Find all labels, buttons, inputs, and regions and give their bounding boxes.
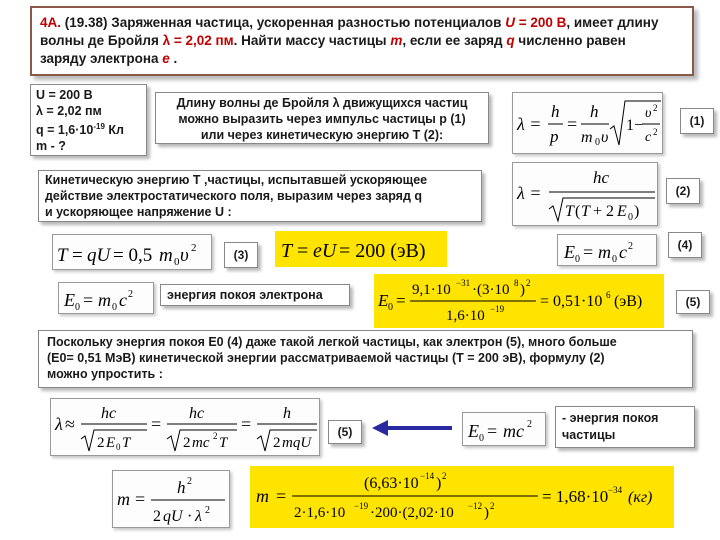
svg-text:+ 2: + 2 [593,203,615,220]
svg-text:2: 2 [653,103,658,113]
rest-energy-particle-label [555,406,695,448]
svg-text:qU: qU [163,508,183,525]
svg-text:·(3·10: ·(3·10 [472,282,510,298]
given-lambda: λ = 2,02 пм [36,104,102,118]
svg-text:E: E [468,421,479,441]
svg-text:(эВ): (эВ) [614,293,643,310]
kinetic-line-3: и ускоряющее напряжение U : [45,205,232,219]
svg-text:h: h [590,102,599,121]
svg-text:(6,63·10: (6,63·10 [364,475,419,492]
svg-text:qU: qU [87,245,111,266]
svg-text:2: 2 [273,435,281,451]
svg-text:2: 2 [97,435,105,451]
formula-1 [512,92,663,154]
left-arrow-icon [372,418,454,438]
svg-text:mqU: mqU [282,435,312,451]
svg-text:(: ( [575,203,581,220]
svg-text:2: 2 [191,242,197,254]
svg-text:9,1·10: 9,1·10 [412,282,451,298]
svg-text:): ) [484,505,489,521]
svg-text:2: 2 [205,505,210,516]
svg-text:m: m [598,242,611,262]
svg-text:): ) [634,203,640,220]
svg-text:= 0,51·10: = 0,51·10 [540,293,603,310]
svg-text:c: c [645,130,652,145]
svg-text:hc: hc [593,168,610,187]
given-m: m - ? [36,139,66,154]
formula-8 [112,470,230,528]
svg-text:T: T [122,435,131,451]
svg-text:−34: −34 [608,485,623,495]
svg-text:2·1,6·10: 2·1,6·10 [294,505,346,521]
svg-text:0: 0 [612,254,617,265]
formula-4b [58,282,154,314]
svg-text:2: 2 [442,471,447,481]
svg-text:T: T [281,240,293,262]
svg-text:υ: υ [601,129,609,146]
formula-3b-svg [275,231,447,267]
problem-line-2: волны де Бройля λ = 2,02 пм. Найти массу частицы m, если ее заряд q численно равен [40,33,626,48]
given-q: $q = 1,6\cdot 10^{-19}$ Кл [36,122,124,138]
svg-text:p: p [550,127,559,146]
svg-text:1−: 1− [626,117,644,134]
formula-7-svg [463,413,547,447]
formula-3-svg [53,235,213,271]
given-u: U = 200 В [36,88,93,102]
svg-text:m: m [98,290,111,310]
svg-text:(кг): (кг) [628,489,653,506]
eq-number-1: (1) [680,108,714,134]
svg-text:υ: υ [645,106,652,121]
svg-text:0: 0 [628,212,633,223]
formula-7 [462,412,546,446]
svg-text:−19: −19 [490,304,505,314]
simplify-text [38,330,693,388]
eq-number-4: (4) [668,232,702,258]
svg-text:·: · [187,508,193,525]
svg-text:λ: λ [195,508,202,525]
formula-3 [52,234,212,270]
svg-text:eU: eU [313,240,337,262]
svg-text:= 200 (эВ): = 200 (эВ) [339,240,426,262]
svg-text:≈: ≈ [65,414,75,434]
svg-text:): ) [520,282,525,298]
svg-text:=: = [151,414,162,434]
svg-text:hc: hc [189,405,205,422]
svg-text:λ: λ [55,414,63,434]
svg-text:0: 0 [595,137,600,148]
svg-text:2: 2 [128,289,133,300]
formula-5 [374,274,664,328]
svg-text:c: c [119,290,127,310]
kinetic-line-1: Кинетическую энергию T ,частицы, испытавшей ускоряющее [45,173,428,187]
debroglie-line-2: можно выразить через импульс частицы p (1) [178,112,466,126]
svg-text:=: = [83,290,94,310]
svg-text:8: 8 [514,278,519,288]
formula-4b-svg [59,283,155,315]
svg-text:E: E [64,290,75,310]
eq-number-5a: (5) [676,290,710,314]
svg-text:0: 0 [479,433,484,444]
svg-text:= 1,68·10: = 1,68·10 [542,487,609,506]
svg-text:·200·(2,02·10: ·200·(2,02·10 [370,505,454,521]
formula-2 [512,162,658,226]
svg-text:2: 2 [527,419,532,430]
formula-3b [275,231,447,267]
rest-energy-particle-line-1: - энергия покоя [562,411,659,425]
svg-text:): ) [436,475,442,492]
formula-2-svg [513,163,659,227]
svg-text:h: h [551,102,560,121]
formula-4-svg [558,235,658,267]
svg-text:0: 0 [116,442,121,452]
svg-text:E: E [378,291,389,310]
formula-1-svg [513,93,664,155]
svg-text:m: m [117,489,130,509]
svg-text:mc: mc [503,421,524,441]
formula-9-svg [250,466,674,528]
simplify-line-2: (E0= 0,51 МэВ) кинетической энергии рассматриваемой частицы (T = 200 эВ), формулу (2) [47,351,605,365]
svg-text:E: E [564,242,575,262]
svg-text:=: = [567,114,578,134]
given-box [30,84,147,156]
eq-number-2: (2) [666,178,700,204]
svg-text:−14: −14 [420,471,435,481]
svg-text:T: T [57,245,68,266]
svg-text:6: 6 [606,290,611,300]
svg-text:E: E [106,435,116,451]
formula-4 [557,234,657,266]
rest-energy-electron-label: энергия покоя электрона [160,284,350,306]
svg-text:m: m [581,129,593,146]
svg-text:= 0,5: = 0,5 [113,245,153,266]
svg-text:2: 2 [628,241,633,252]
svg-text:0: 0 [174,256,180,268]
svg-text:2: 2 [490,501,495,511]
svg-text:=: = [135,489,146,509]
kinetic-line-2: действие электростатического поля, выразим через заряд q [45,189,423,203]
svg-text:2: 2 [526,278,531,288]
debroglie-line-3: или через кинетическую энергию T (2): [200,128,444,142]
svg-text:2: 2 [187,476,192,487]
svg-text:0: 0 [388,302,393,313]
svg-text:0: 0 [575,254,580,265]
svg-text:1,6·10: 1,6·10 [446,308,485,324]
svg-text:2: 2 [153,508,161,525]
formula-6-svg [51,399,321,457]
problem-statement [30,6,694,76]
svg-text:=: = [241,414,252,434]
svg-text:=: = [487,421,498,441]
kinetic-text [38,170,482,222]
formula-6 [50,398,320,456]
svg-text:λ =: λ = [517,183,542,203]
eq-number-5b: (5) [328,420,362,444]
eq-number-3: (3) [224,242,258,268]
svg-text:=: = [72,245,83,266]
simplify-line-3: можно упростить : [47,367,163,381]
debroglie-text [155,92,489,144]
rest-energy-particle-line-2: частицы [562,428,616,442]
svg-text:T: T [219,435,228,451]
svg-text:T: T [565,203,574,220]
svg-text:h: h [177,478,186,497]
formula-8-svg [113,471,231,529]
svg-text:T: T [581,203,590,220]
svg-text:=: = [276,486,287,506]
svg-text:hc: hc [101,405,117,422]
svg-text:m: m [159,245,173,266]
svg-text:m: m [256,486,269,506]
svg-text:2: 2 [213,431,218,441]
svg-text:=: = [297,240,309,262]
svg-text:−12: −12 [468,501,483,511]
debroglie-line-1: Длину волны де Бройля λ движущихся частиц [176,96,468,110]
svg-text:−31: −31 [456,278,471,288]
problem-line-1: 4А. (19.38) Заряженная частица, ускоренная разностью потенциалов U = 200 В, имеет длину [40,15,659,30]
svg-text:2: 2 [183,435,191,451]
svg-text:λ =: λ = [517,114,542,134]
svg-text:0: 0 [112,302,117,313]
svg-text:=: = [396,291,406,310]
svg-text:h: h [283,405,291,422]
formula-5-svg [374,274,664,328]
svg-text:2: 2 [653,127,658,137]
svg-text:=: = [583,242,594,262]
svg-text:0: 0 [75,302,80,313]
svg-text:c: c [619,242,627,262]
formula-9 [250,466,674,528]
svg-text:E: E [617,203,627,220]
svg-text:−19: −19 [354,501,369,511]
svg-text:mc: mc [192,435,210,451]
simplify-line-1: Поскольку энергия покоя E0 (4) даже такой легкой частицы, как электрон (5), много больше [47,335,617,349]
svg-text:υ: υ [180,245,189,266]
problem-line-3: заряду электрона e . [40,51,178,66]
